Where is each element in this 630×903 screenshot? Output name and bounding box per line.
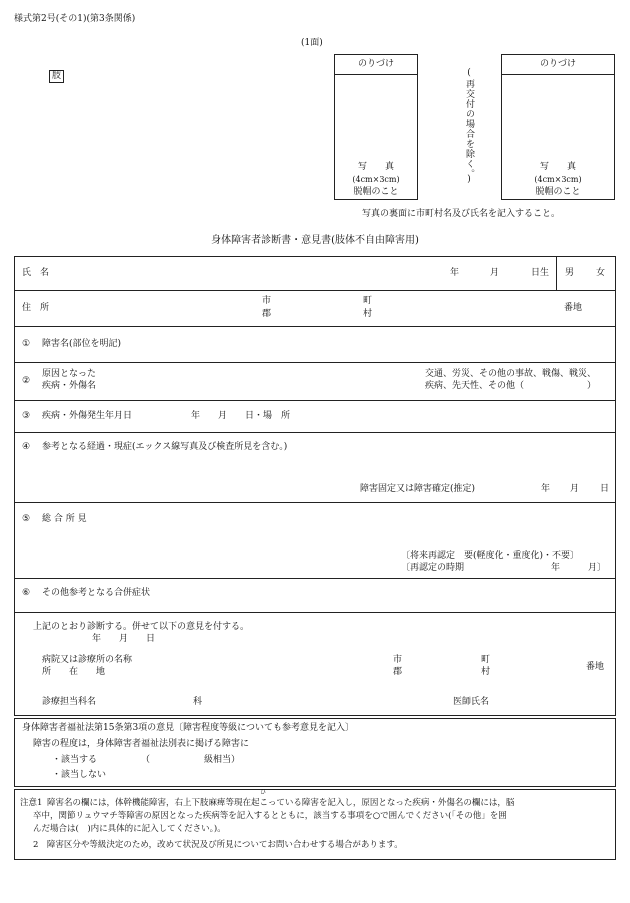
note1-line3: んだ場合は( )内に具体的に記入してください。)。: [33, 824, 226, 834]
row6-num: ⑥: [22, 588, 31, 598]
diag-gun: 郡: [393, 667, 403, 677]
row2-options1: 交通、労災、その他の事故、戦傷、戦災、: [425, 369, 597, 379]
row-divider: [14, 400, 616, 401]
photo-right-header: のりづけ: [539, 59, 576, 69]
row4-fixed: 障害固定又は障害確定(推定): [360, 484, 476, 494]
row1-num: ①: [22, 339, 31, 349]
name-label: 氏 名: [22, 268, 50, 278]
diag-town: 町: [481, 655, 491, 665]
photo-caption: 写真の裏面に市町村名及び氏名を記入すること。: [362, 209, 561, 219]
row3-num: ③: [22, 411, 31, 421]
notes-ruby: ひ: [260, 789, 267, 796]
row5-recert-year: 年: [551, 563, 561, 573]
photo-left-divider: [334, 74, 418, 75]
sex-male: 男: [565, 268, 575, 278]
name-month: 月: [490, 268, 500, 278]
diag-statement: 上記のとおり診断する。併せて以下の意見を付する。: [33, 622, 250, 632]
opinion-opt-not-applicable: ・該当しない: [52, 770, 107, 780]
diag-date: 年 月 日: [92, 634, 156, 644]
row4-label: 参考となる経過・現症(エックス線写真及び検査所見を含む。): [42, 442, 288, 452]
row4-num: ④: [22, 442, 31, 452]
row-divider: [14, 612, 616, 613]
row5-label: 総 合 所 見: [42, 514, 87, 524]
address-town: 町: [363, 296, 373, 306]
main-table: [14, 256, 616, 716]
name-year: 年: [450, 268, 460, 278]
row5-recert1: 〔将来再認定 要(軽度化・重度化)・不要〕: [401, 551, 580, 561]
row2-num: ②: [22, 376, 31, 386]
photo-left-line2: (4cm×3cm): [352, 175, 400, 184]
page-title: 身体障害者診断書・意見書(肢体不自由障害用): [211, 235, 419, 246]
stamp-box: 肢: [49, 70, 64, 83]
page-label: (1面): [301, 38, 323, 48]
photo-left-line3: 脱帽のこと: [353, 187, 399, 197]
diag-city: 市: [393, 655, 403, 665]
photo-middle-note: (再交付の場合を除く。): [464, 68, 474, 186]
row-divider: [14, 326, 616, 327]
opinion-opt-applicable: ・該当する: [52, 755, 98, 765]
row-divider: [14, 362, 616, 363]
photo-right-line3: 脱帽のこと: [535, 187, 581, 197]
row3-date: 年 月 日・場 所: [191, 411, 291, 421]
diag-dept-suffix: 科: [193, 697, 203, 707]
name-birth: 日生: [531, 268, 550, 278]
note1-head: 注意1: [20, 798, 43, 808]
diag-hospital-address: 所 在 地: [42, 667, 106, 677]
diag-village: 村: [481, 667, 491, 677]
row2-label1: 原因となった: [42, 369, 97, 379]
address-banchi: 番地: [564, 303, 583, 313]
photo-right-line1: 写 真: [539, 162, 576, 172]
row5-num: ⑤: [22, 514, 31, 524]
row2-label2: 疾病・外傷名: [42, 381, 97, 391]
row5-recert-month: 月〕: [588, 563, 607, 573]
row5-recert2: 〔再認定の時期: [401, 563, 465, 573]
diag-dept-label: 診療担当科名: [42, 697, 97, 707]
photo-left-line1: 写 真: [357, 162, 394, 172]
photo-right-line2: (4cm×3cm): [534, 175, 582, 184]
address-city: 市: [262, 296, 272, 306]
row4-year: 年: [541, 484, 551, 494]
row-divider: [14, 502, 616, 503]
address-village: 村: [363, 309, 373, 319]
row1-label: 障害名(部位を明記): [42, 339, 122, 349]
diag-doctor: 医師氏名: [453, 697, 490, 707]
row4-day: 日: [600, 484, 610, 494]
row3-label: 疾病・外傷発生年月日: [42, 411, 133, 421]
form-code: 様式第2号(その1)(第3条関係): [14, 14, 136, 24]
diag-banchi: 番地: [586, 662, 605, 672]
note1-line1: 障害名の欄には，体幹機能障害，右上下肢麻痺等現在起こっている障害を記入し，原因となった疾病・外傷名の欄には，脳: [47, 798, 515, 808]
row4-month: 月: [570, 484, 580, 494]
row2-options2: 疾病、先天性、その他（ ）: [425, 381, 597, 391]
note1-line2: 卒中，関節リュウマチ等障害の原因となった疾病等を記入するとともに，該当する事項を○で囲んでください(「その他」を囲: [33, 811, 507, 821]
row6-label: その他参考となる合併症状: [42, 588, 151, 598]
opinion-grade: （ 級相当）: [141, 755, 241, 765]
row-divider: [14, 578, 616, 579]
photo-right-divider: [501, 74, 615, 75]
diag-hospital-name: 病院又は診療所の名称: [42, 655, 133, 665]
photo-left-header: のりづけ: [357, 59, 394, 69]
address-label: 住 所: [22, 303, 50, 313]
address-gun: 郡: [262, 309, 272, 319]
row-divider: [14, 432, 616, 433]
row-divider: [14, 290, 616, 291]
opinion-title: 身体障害者福祉法第15条第3項の意見〔障害程度等級についても参考意見を記入〕: [22, 723, 355, 733]
sex-divider: [556, 256, 557, 290]
note2: 2 障害区分や等級決定のため，改めて状況及び所見についてお問い合わせする場合があります。: [33, 840, 403, 850]
sex-female: 女: [596, 268, 606, 278]
opinion-line: 障害の程度は，身体障害者福祉法別表に掲げる障害に: [33, 739, 250, 749]
